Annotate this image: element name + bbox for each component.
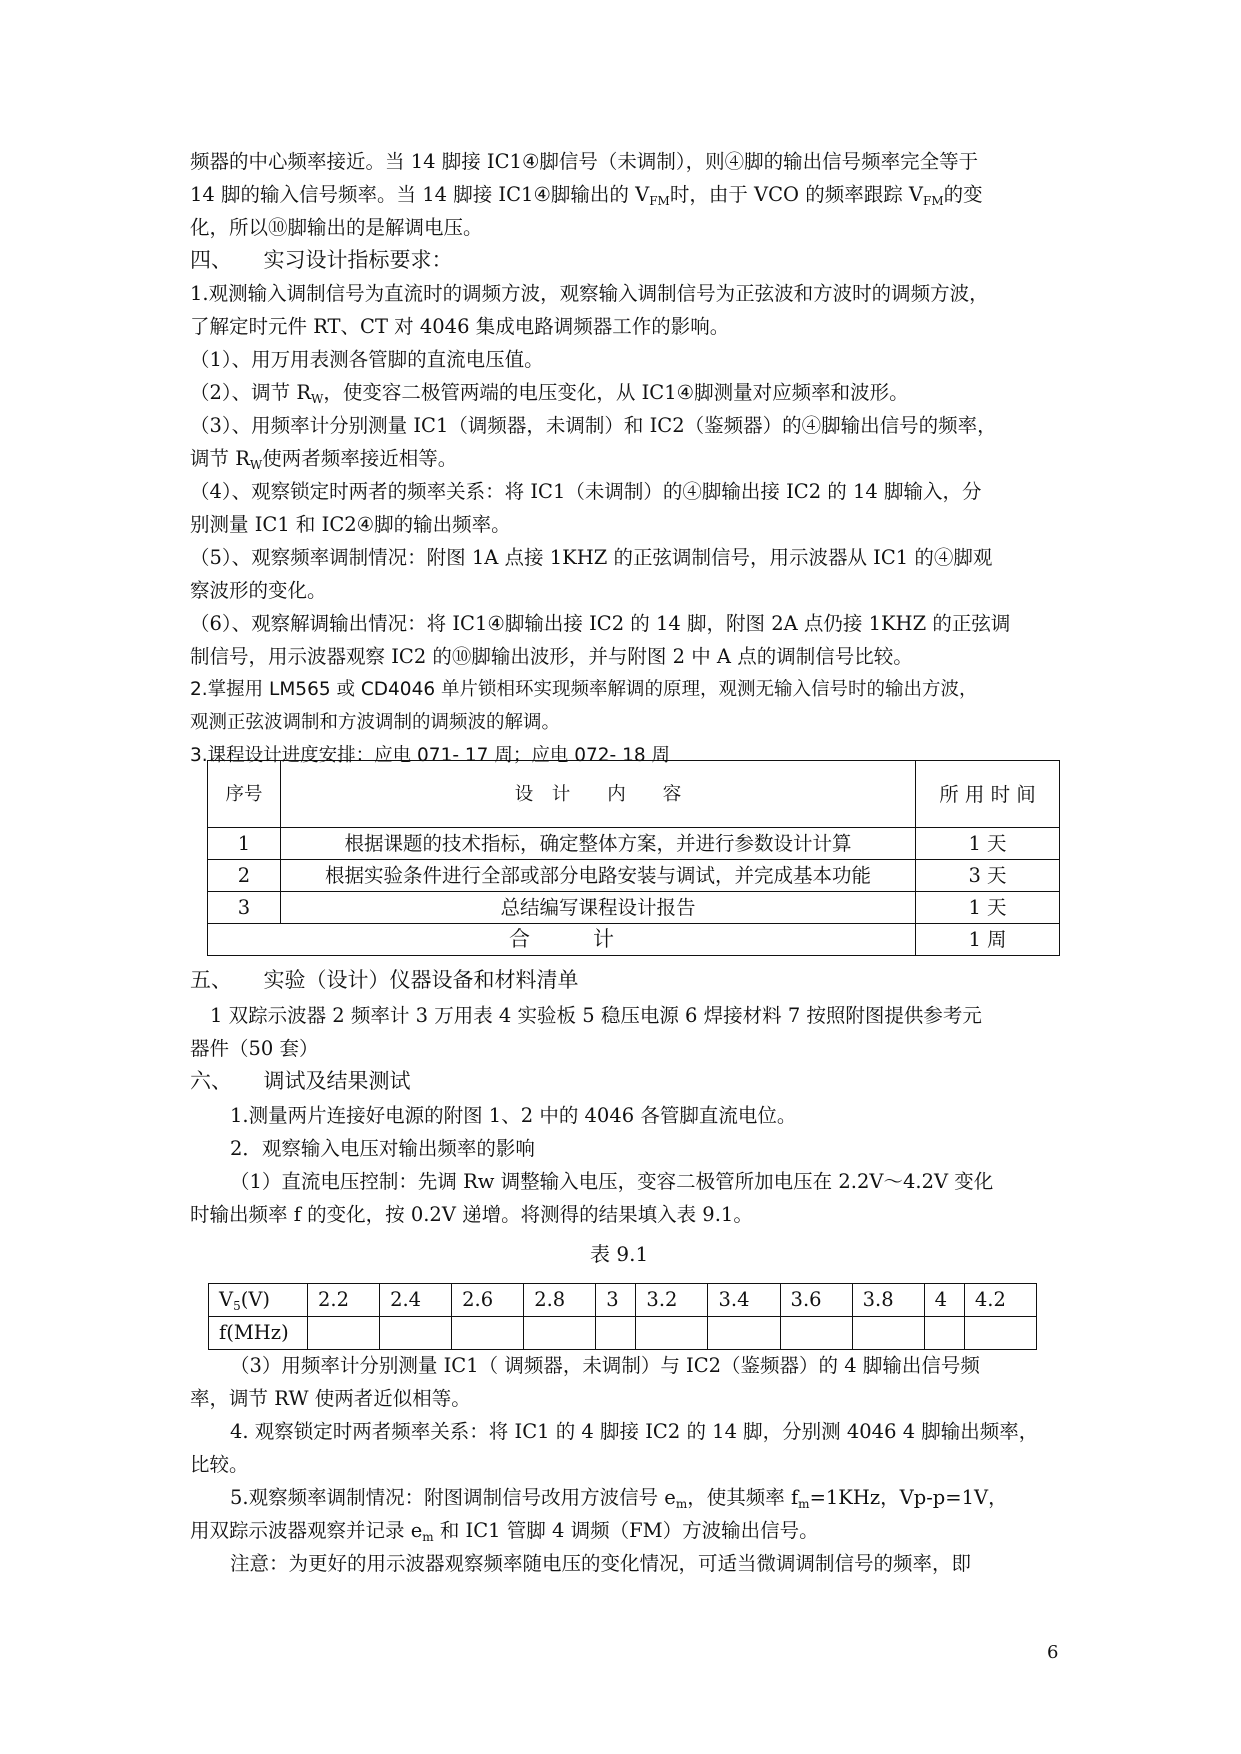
s6-note: 注意：为更好的用示波器观察频率随电压的变化情况，可适当微调调制信号的频率，即 [230,1552,972,1575]
table-row [208,828,1060,860]
s6-item5-line2: 用双踪示波器观察并记录 $e_m$ 和 IC1 管脚 4 调频（FM）方波输出信号。 [190,1519,819,1544]
row-content: 根据实验条件进行全部或部分电路安装与调试，并完成基本功能 [281,860,916,892]
row-time: 3 天 [916,860,1060,892]
frequency-row [209,1317,1037,1350]
s4-item3: 3.课程设计进度安排：应电 071- 17 周；应电 072- 18 周 [190,745,670,766]
s6-item3-line2: 率，调节 RW 使两者近似相等。 [190,1387,471,1410]
voltage-cell: 2.8 [524,1284,596,1317]
s4-item2-line1: 2.掌握用 LM565 或 CD4046 单片锁相环实现频率解调的原理，观测无输入信号时的输出方波， [190,679,978,700]
voltage-label: $V_5(V)$ [209,1284,308,1317]
frequency-cell[interactable] [780,1317,852,1350]
s4-sub2: （2）、调节 $R_W$，使变容二极管两端的电压变化，从 IC1④脚测量对应频率和波形。 [190,381,909,406]
voltage-cell: 3.2 [636,1284,708,1317]
s4-sub5-line2: 察波形的变化。 [190,579,327,602]
voltage-cell: 3.4 [708,1284,780,1317]
s4-sub3-line2: 调节 $R_W$使两者频率接近相等。 [190,447,458,472]
s5-line1: 1 双踪示波器 2 频率计 3 万用表 4 实验板 5 稳压电源 6 焊接材料 7 按照附图提供参考元 [210,1004,982,1027]
table-row [208,892,1060,924]
voltage-cell: 3.6 [780,1284,852,1317]
s4-sub6-line1: （6）、观察解调输出情况：将 IC1④脚输出接 IC2 的 14 脚，附图 2A 点仍接 1KHZ 的正弦调 [190,612,1011,635]
voltage-cell: 2.4 [380,1284,452,1317]
s6-item2-1-line2: 时输出频率 f 的变化，按 0.2V 递增。将测得的结果填入表 9.1。 [190,1203,753,1226]
s4-sub6-line2: 制信号，用示波器观察 IC2 的⑩脚输出波形，并与附图 2 中 A 点的调制信号比较。 [190,645,913,668]
intro-line-2: 14 脚的输入信号频率。当 14 脚接 IC1④脚输出的 $V_{FM}$时，由于 VCO 的频率跟踪 $V_{FM}$的变 [190,183,983,208]
voltage-cell: 4 [924,1284,964,1317]
row-index: 2 [208,860,281,892]
s4-sub3-line1: （3）、用频率计分别测量 IC1（调频器，未调制）和 IC2（鉴频器）的④脚输出信号的频率， [190,414,997,437]
s6-item2: 2．观察输入电压对输出频率的影响 [230,1137,535,1160]
frequency-label: f(MHz) [209,1317,308,1350]
frequency-cell[interactable] [452,1317,524,1350]
s4-item2-line2: 观测正弦波调制和方波调制的调频波的解调。 [190,712,561,733]
s6-item1: 1.测量两片连接好电源的附图 1、2 中的 4046 各管脚直流电位。 [230,1104,797,1127]
intro-line-1: 频器的中心频率接近。当 14 脚接 IC1④脚信号（未调制），则④脚的输出信号频率完全等于 [190,150,979,173]
row-content: 根据课题的技术指标，确定整体方案，并进行参数设计计算 [281,828,916,860]
section-5-heading: 五、 实验（设计）仪器设备和材料清单 [190,968,579,992]
frequency-cell[interactable] [308,1317,380,1350]
voltage-cell: 4.2 [964,1284,1036,1317]
frequency-cell[interactable] [596,1317,636,1350]
row-time: 1 天 [916,828,1060,860]
frequency-cell[interactable] [708,1317,780,1350]
row-content: 总结编写课程设计报告 [281,892,916,924]
s4-item1-line1: 1.观测输入调制信号为直流时的调频方波，观察输入调制信号为正弦波和方波时的调频方波， [190,282,989,305]
voltage-cell: 3 [596,1284,636,1317]
page-number: 6 [1047,1642,1059,1663]
s4-sub4-line2: 别测量 IC1 和 IC2④脚的输出频率。 [190,513,511,536]
frequency-cell[interactable] [380,1317,452,1350]
intro-line-3: 化，所以⑩脚输出的是解调电压。 [190,216,483,239]
s4-sub1: （1）、用万用表测各管脚的直流电压值。 [190,348,544,371]
row-index: 3 [208,892,281,924]
schedule-header-row [208,761,1060,828]
s6-item2-1-line1: （1）直流电压控制：先调 Rw 调整输入电压，变容二极管所加电压在 2.2V～4.2V 变化 [230,1170,994,1193]
total-label: 合 计 [208,924,916,956]
table-row [208,860,1060,892]
voltage-row [209,1284,1037,1317]
frequency-cell[interactable] [924,1317,964,1350]
frequency-cell[interactable] [852,1317,924,1350]
frequency-cell[interactable] [524,1317,596,1350]
total-row [208,924,1060,956]
voltage-cell: 2.2 [308,1284,380,1317]
section-6-heading: 六、 调试及结果测试 [190,1069,411,1093]
schedule-table [207,760,1060,956]
header-time: 所 用 时 间 [916,761,1060,828]
s5-line2: 器件（50 套） [190,1037,319,1060]
measure-table [208,1283,1037,1350]
frequency-cell[interactable] [636,1317,708,1350]
s4-sub5-line1: （5）、观察频率调制情况：附图 1A 点接 1KHZ 的正弦调制信号，用示波器从 IC1 的④脚观 [190,546,993,569]
row-time: 1 天 [916,892,1060,924]
s4-sub4-line1: （4）、观察锁定时两者的频率关系：将 IC1（未调制）的④脚输出接 IC2 的 14 脚输入，分 [190,480,982,503]
table-9-1-title: 表 9.1 [590,1242,649,1266]
header-index: 序号 [208,761,281,828]
section-4-heading: 四、 实习设计指标要求： [190,248,453,272]
s4-item1-line2: 了解定时元件 RT、CT 对 4046 集成电路调频器工作的影响。 [190,315,730,338]
s6-item4-line2: 比较。 [190,1453,249,1476]
s6-item3-line1: （3）用频率计分别测量 IC1（ 调频器，未调制）与 IC2（鉴频器）的 4 脚输出信号频 [230,1354,980,1377]
frequency-cell[interactable] [964,1317,1036,1350]
s6-item5-line1: 5.观察频率调制情况：附图调制信号改用方波信号 $e_m$，使其频率 $f_m=1KHz$，Vp-p=1V， [230,1486,1008,1511]
header-content: 设 计 内 容 [281,761,916,828]
s6-item4-line1: 4. 观察锁定时两者频率关系：将 IC1 的 4 脚接 IC2 的 14 脚，分别测 4046 4 脚输出频率， [230,1420,1039,1443]
row-index: 1 [208,828,281,860]
total-value: 1 周 [916,924,1060,956]
voltage-cell: 3.8 [852,1284,924,1317]
voltage-cell: 2.6 [452,1284,524,1317]
